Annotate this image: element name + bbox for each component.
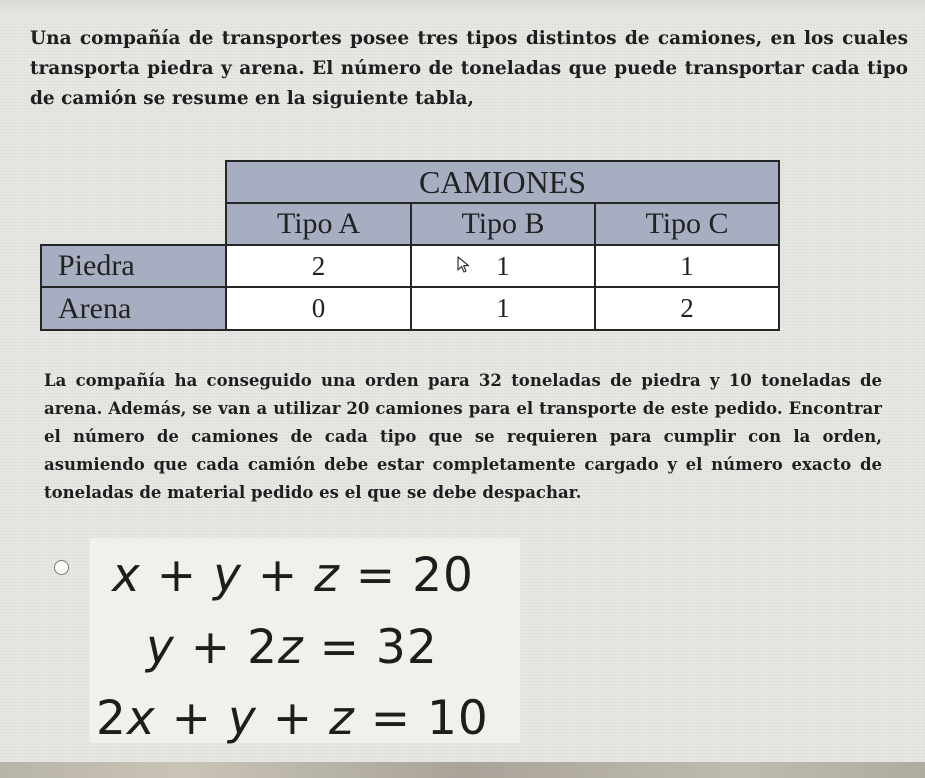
bottom-taskbar-strip <box>0 762 925 778</box>
eq-term: x <box>112 548 141 603</box>
eq-term: 2 <box>96 691 127 746</box>
eq-term: x <box>126 691 156 746</box>
table-cell: 0 <box>225 286 412 331</box>
row-label-piedra: Piedra <box>40 244 227 288</box>
eq-term: y <box>146 620 175 675</box>
eq-term: = 20 <box>339 548 474 603</box>
eq-term: + 2 <box>174 620 278 675</box>
equation-2 <box>146 620 438 675</box>
eq-term: y <box>213 548 242 603</box>
eq-term: + <box>241 548 315 603</box>
problem-intro-text: Una compañía de transportes posee tres tipos distintos de camiones, en los cuales transporta piedra y arena. El número de toneladas que puede transportar cada tipo de camión se resume en la siguiente tabla, <box>30 28 908 109</box>
eq-term: y <box>228 691 257 746</box>
equation-3 <box>96 691 489 746</box>
eq-term: = 10 <box>354 691 489 746</box>
eq-term: + <box>155 691 228 746</box>
mouse-cursor-icon <box>457 256 473 274</box>
row-label-arena: Arena <box>40 286 227 331</box>
table-cell: 2 <box>594 286 780 331</box>
column-header-tipo-b: Tipo B <box>410 202 596 246</box>
page-top-edge <box>0 0 925 16</box>
order-description-text: La compañía ha conseguido una orden para 32 toneladas de piedra y 10 toneladas de arena. Además, se van a utilizar 20 camiones para el transporte de este pedido. Encontrar el número de camiones de cada tipo que se requieren para cumplir con la orden, asumiendo que cada camión debe estar completamente cargado y el número exacto de toneladas de material pedido es el que se debe despachar. <box>44 371 882 502</box>
eq-term: + <box>256 691 330 746</box>
eq-term: = 32 <box>303 620 438 675</box>
trucks-capacity-table <box>40 160 780 331</box>
table-cell: 1 <box>410 286 596 331</box>
eq-term: z <box>314 548 340 603</box>
eq-term: z <box>278 620 304 675</box>
table-cell: 1 <box>594 244 780 288</box>
column-header-tipo-c: Tipo C <box>594 202 780 246</box>
option-radio-button[interactable] <box>54 560 69 575</box>
table-group-header: CAMIONES <box>225 160 780 204</box>
eq-term: z <box>329 691 355 746</box>
eq-term: + <box>140 548 214 603</box>
column-header-tipo-a: Tipo A <box>225 202 412 246</box>
table-cell: 2 <box>225 244 412 288</box>
table-cell: 1 <box>410 244 596 288</box>
equation-1 <box>112 548 474 603</box>
